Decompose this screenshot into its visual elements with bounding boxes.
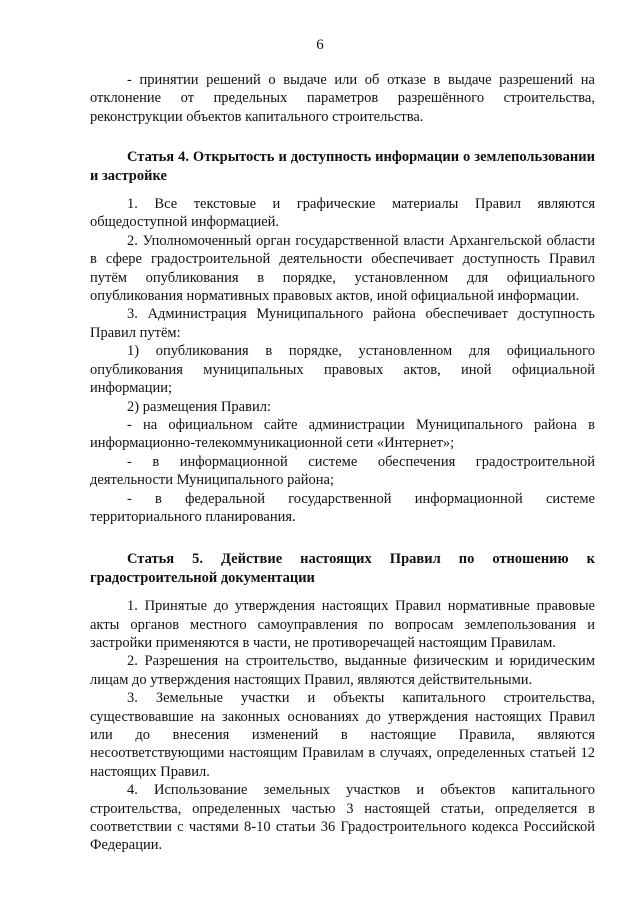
page-number: 6 [316, 37, 324, 53]
article-4-subitem-1: 1) опубликования в порядке, установленном для официального опубликования муниципальных правовых актов, иной официальной информации; [90, 343, 595, 397]
article-5-paragraph-2: 2. Разрешения на строительство, выданные физическим и юридическим лицам до утверждения настоящих Правил, являются действительными. [90, 653, 595, 688]
article-4-dash-item-2: - в информационной системе обеспечения градостроительной деятельности Муниципального района; [90, 453, 595, 489]
article-4-dash-item-3: - в федеральной государственной информационной системе территориального планирования. [90, 490, 595, 525]
article-5-paragraph-1: 1. Принятые до утверждения настоящих Правил нормативные правовые акты органов местного самоуправления по вопросам землепользования и застройки применяются в части, не противоречащей настоящим Правилам. [90, 598, 595, 651]
article-5-paragraph-3: 3. Земельные участки и объекты капитального строительства, существовавшие на законных основаниях до утверждения настоящих Правил или до внесения изменений в настоящие Правила, являются несоответствующими настоящим Правилам в случаях, определенных статьей 12 настоящих Правил. [90, 690, 595, 780]
article-5-heading: Статья 5. Действие настоящих Правил по отношению к градостроительной документации [90, 551, 595, 586]
article-5-paragraph-4: 4. Использование земельных участков и объектов капитального строительства, определенных частью 3 настоящей статьи, определяется в соответствии с частями 8-10 статьи 36 Градостроительного кодекса Российской Федерации. [90, 782, 595, 854]
article-4-dash-item-1: - на официальном сайте администрации Муниципального района в информационно-телекоммуникационной сети «Интернет»; [90, 416, 595, 452]
article-4-paragraph-3: 3. Администрация Муниципального района обеспечивает доступность Правил путём: [90, 306, 595, 341]
article-4-subitem-2: 2) размещения Правил: [127, 398, 271, 415]
article-4-heading: Статья 4. Открытость и доступность информации о землепользовании и застройке [90, 149, 595, 184]
document-body [90, 71, 595, 855]
intro-paragraph: - принятии решений о выдаче или об отказе в выдаче разрешений на отклонение от предельных параметров разрешённого строительства, реконструкции объектов капитального строительства. [90, 72, 595, 125]
article-4-paragraph-1: 1. Все текстовые и графические материалы Правил являются общедоступной информацией. [90, 196, 595, 231]
article-4-paragraph-2: 2. Уполномоченный орган государственной власти Архангельской области в сфере градостроительной деятельности обеспечивает доступность Правил путём опубликования в порядке, установленном для официального опубликования нормативных правовых актов, иной официальной информации. [90, 232, 595, 305]
